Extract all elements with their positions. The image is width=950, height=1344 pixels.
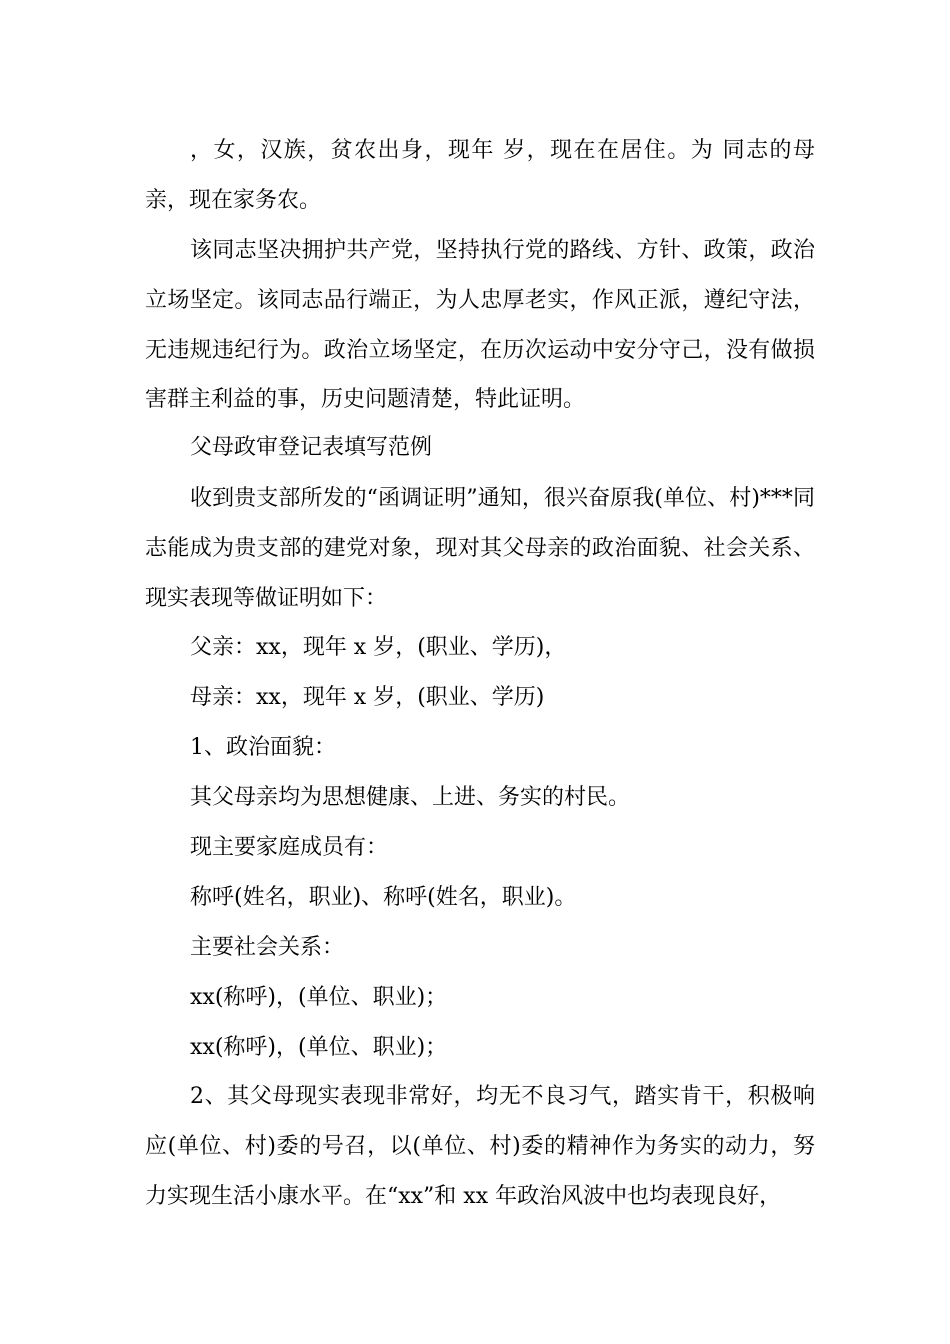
- section-heading: 父母政审登记表填写范例: [190, 435, 433, 460]
- political-status-heading: 1、政治面貌：: [190, 735, 336, 760]
- social-relation-item: xx(称呼)，(单位、职业)；: [190, 1035, 448, 1060]
- social-relations-heading: 主要社会关系：: [190, 935, 345, 960]
- father-info: 父亲：xx，现年 x 岁，(职业、学历)，: [190, 635, 567, 660]
- paragraph-introduction: 收到贵支部所发的“函调证明”通知，很兴奋原我(单位、村)***同志能成为贵支部的建党对象，现对其父母亲的政治面貌、社会关系、现实表现等做证明如下：: [145, 486, 815, 611]
- political-status-text: 其父母亲均为思想健康、上进、务实的村民。: [190, 785, 631, 810]
- mother-info: 母亲：xx，现年 x 岁，(职业、学历): [190, 685, 545, 710]
- paragraph-current-performance: 2、其父母现实表现非常好，均无不良习气，踏实肯干，积极响应(单位、村)委的号召，以(单位、村)委的精神作为务实的动力，努力实现生活小康水平。在“xx”和 xx 年政治风波中也均表现良好，: [145, 1084, 815, 1209]
- paragraph-character-statement: 该同志坚决拥护共产党，坚持执行党的路线、方针、政策，政治立场坚定。该同志品行端正，为人忠厚老实，作风正派，遵纪守法，无违规违纪行为。政治立场坚定，在历次运动中安分守己，没有做损害群主利益的事，历史问题清楚，特此证明。: [145, 238, 815, 413]
- social-relation-item: xx(称呼)，(单位、职业)；: [190, 985, 448, 1010]
- family-members-heading: 现主要家庭成员有：: [190, 835, 389, 860]
- family-members-text: 称呼(姓名，职业)、称呼(姓名，职业)。: [190, 885, 577, 910]
- paragraph-mother-info: ，女，汉族，贫农出身，现年 岁，现在在居住。为 同志的母亲，现在家务农。: [145, 138, 815, 213]
